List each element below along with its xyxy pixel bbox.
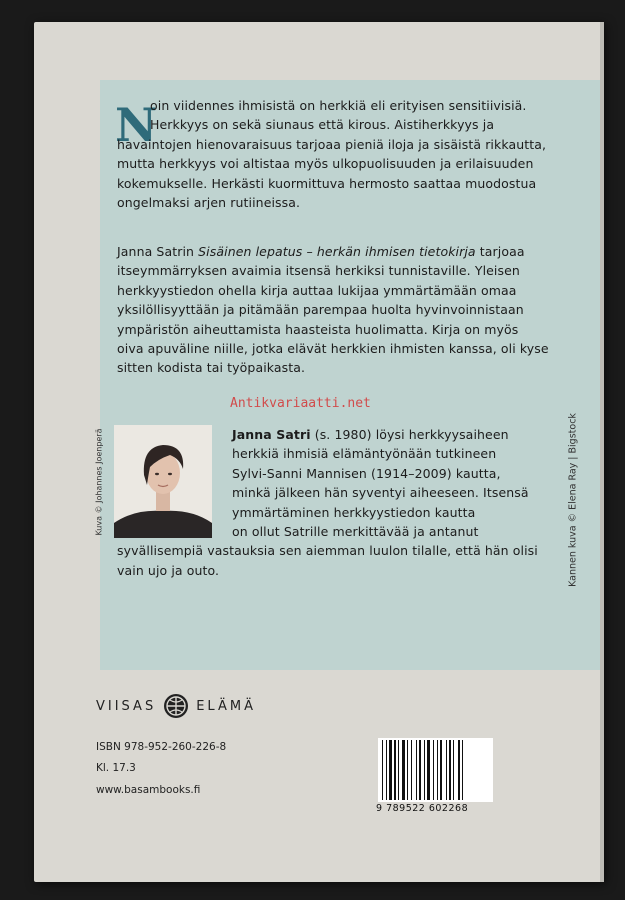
text-line: minkä jälkeen hän syventyi aiheeseen. Itsensä — [232, 485, 529, 501]
barcode-bar — [416, 740, 417, 800]
blurb-paragraph-1 — [117, 96, 546, 212]
barcode-bar — [394, 740, 396, 800]
text-fragment: tarjoaa — [475, 244, 525, 259]
text-line: ongelmaksi arjen rutiineissa. — [117, 195, 301, 211]
barcode-bar — [458, 740, 460, 800]
barcode-bar — [402, 740, 405, 800]
text-line: Herkkyys on sekä siunaus että kirous. Aistiherkkyys ja — [150, 117, 495, 133]
text-line: herkkyystiedon ohella kirja auttaa lukijaa ymmärtämään omaa — [117, 282, 517, 298]
publisher-name-left: VIISAS — [96, 698, 157, 714]
photo-credit-text: Kuva © Johannes Joenperä — [94, 427, 104, 536]
barcode-bar — [424, 740, 425, 800]
barcode-bar — [419, 740, 421, 800]
blurb-paragraph-2 — [117, 242, 549, 378]
barcode-bar — [386, 740, 387, 800]
author-photo — [114, 425, 212, 538]
cover-image-credit — [562, 400, 584, 600]
barcode-bar — [462, 740, 463, 800]
barcode-bar — [437, 740, 438, 800]
book-title: Sisäinen lepatus – herkän ihmisen tietokirja — [198, 244, 476, 259]
text-fragment: (s. 1980) löysi herkkyysaiheen — [310, 427, 509, 442]
portrait-illustration — [114, 425, 212, 538]
text-line: itseymmärryksen avaimia itsensä herkiksi tunnistaville. Yleisen — [117, 263, 520, 279]
barcode-bar — [440, 740, 442, 800]
text-line: sitten kodista tai työpaikasta. — [117, 360, 306, 376]
barcode-bar — [382, 740, 383, 800]
barcode-bar — [453, 740, 454, 800]
barcode-bar — [407, 740, 408, 800]
barcode-digits: 9 789522 602268 — [376, 803, 469, 814]
text-line: Sylvi-Sanni Mannisen (1914–2009) kautta, — [232, 465, 501, 481]
barcode-bar — [398, 740, 399, 800]
text-line: syvällisempiä vastauksia sen aiemman luulon tilalle, että hän olisi — [117, 543, 538, 559]
text-line: oiva apuväline niille, jotka elävät herkkien ihmisten kanssa, oli kyse — [117, 341, 549, 357]
text-line: oin viidennes ihmisistä on herkkiä eli erityisen sensitiivisiä. — [150, 98, 527, 113]
barcode-bar — [433, 740, 434, 800]
author-ref: Janna Satrin — [117, 244, 199, 259]
publisher-website: www.basambooks.fi — [96, 784, 201, 796]
library-classification: Kl. 17.3 — [96, 762, 136, 774]
text-line: kokemukselle. Herkästi kuormittuva hermosto saattaa muodostua — [117, 175, 537, 191]
publisher-logo — [96, 692, 256, 720]
cover-edge — [600, 22, 604, 882]
text-line: ympäristön aiheuttamista haasteista huolimatta. Kirja on myös — [117, 321, 519, 337]
text-line: vain ujo ja outo. — [117, 562, 220, 578]
barcode-bar — [446, 740, 447, 800]
barcode-bar — [411, 740, 412, 800]
text-line: yksilöllisyyttään ja pitämään parempaa huolta hyvinvoinnistaan — [117, 302, 524, 318]
text-line — [117, 242, 549, 261]
barcode-bar — [449, 740, 451, 800]
publisher-name-right: ELÄMÄ — [196, 698, 256, 714]
isbn-number: ISBN 978-952-260-226-8 — [96, 741, 227, 753]
text-line: mutta herkkyys voi altistaa myös ulkopuolisuuden ja erilaisuuden — [117, 156, 534, 172]
cover-credit-text: Kannen kuva © Elena Ray | Bigstock — [567, 413, 579, 587]
text-line: ymmärtäminen herkkyystiedon kautta — [232, 504, 476, 520]
text-line: havaintojen hienovaraisuus tarjoaa pieniä iloja ja sisäistä rikkautta, — [117, 136, 547, 152]
barcode — [378, 738, 493, 802]
text-line: on ollut Satrille merkittävää ja antanut — [232, 524, 479, 540]
photo-credit — [90, 425, 108, 538]
barcode-bar — [427, 740, 430, 800]
barcode-bar — [389, 740, 392, 800]
text-line: herkkiä ihmisiä elämäntyönään tutkineen — [232, 446, 497, 462]
author-name: Janna Satri — [232, 427, 311, 442]
dropcap-letter: N — [115, 98, 158, 152]
celtic-knot-icon — [163, 693, 189, 719]
watermark: Antikvariaatti.net — [230, 396, 371, 411]
